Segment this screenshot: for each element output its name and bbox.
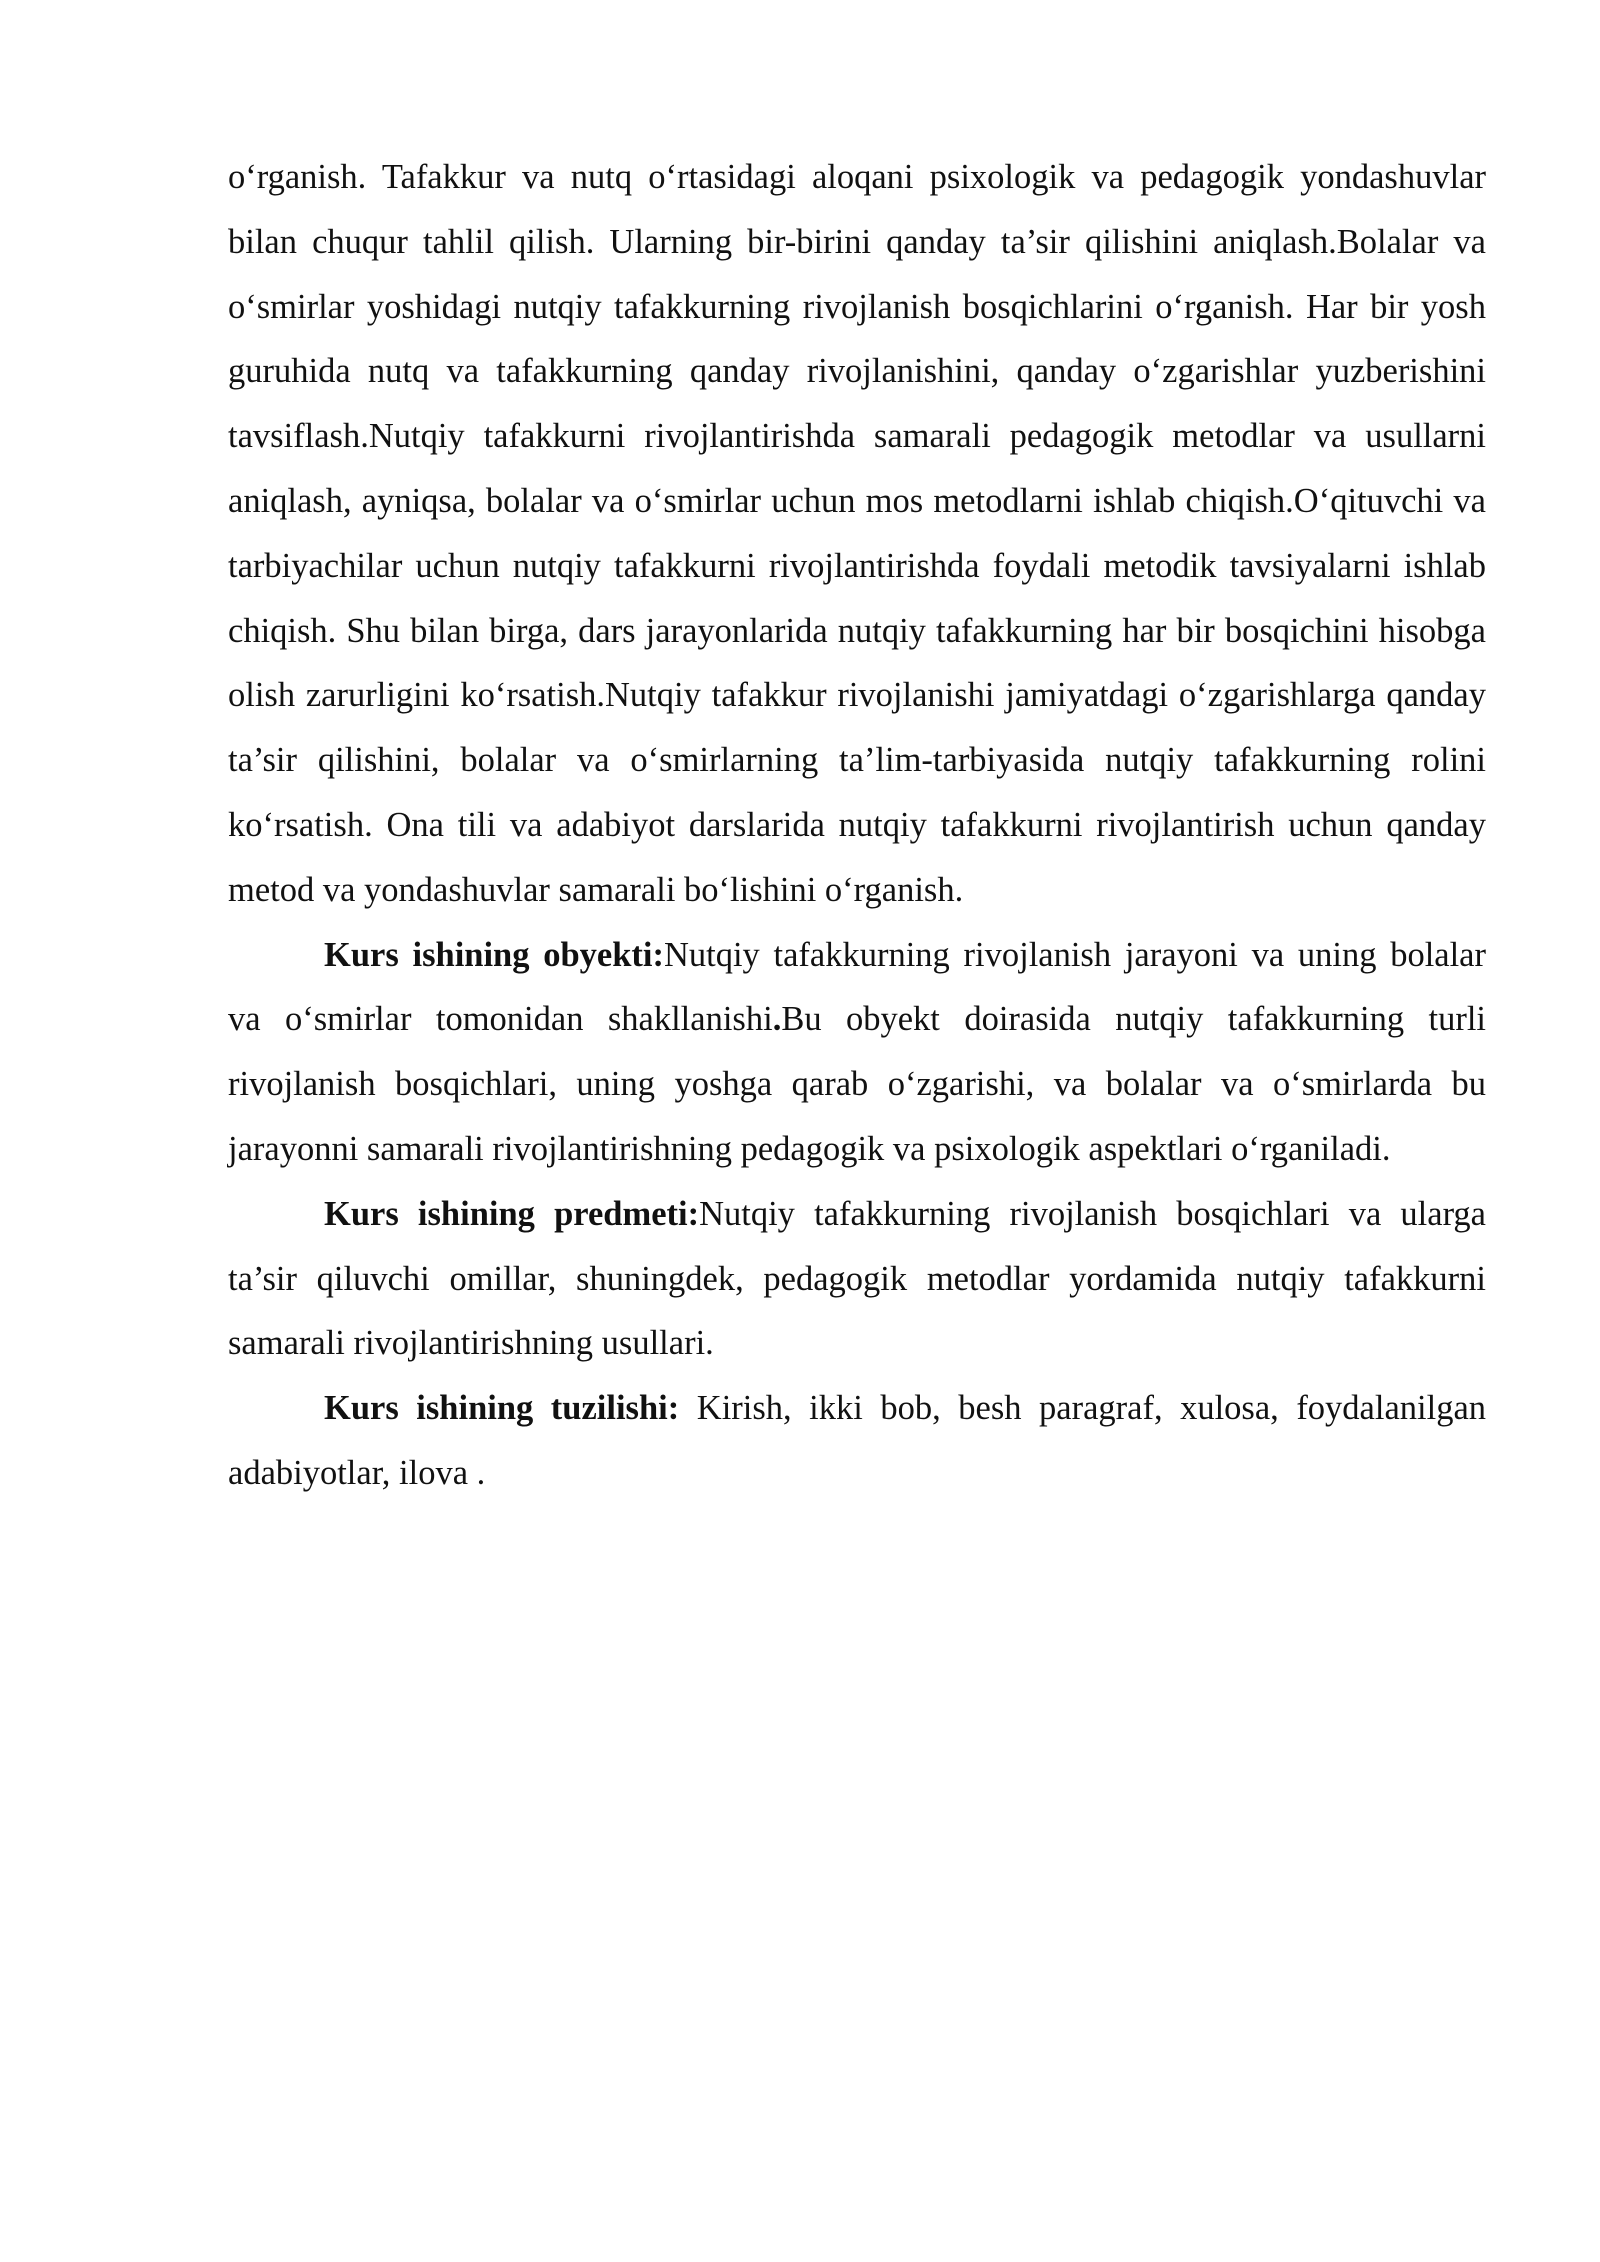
structure-text: Kirish, ikki bob, besh paragraf, xulosa, foydalanilgan adabiyotlar, ilova . (228, 1389, 1487, 1492)
structure-label: Kurs ishining tuzilishi: (324, 1389, 680, 1428)
subject-text: Nutqiy tafakkurning rivojlanish bosqichlari va ularga ta’sir qiluvchi omillar, shuningdek, pedagogik metodlar yordamida nutqiy tafakkurni samarali rivojlantirishning usullari. (228, 1194, 1486, 1363)
subject-paragraph (228, 1182, 1486, 1376)
object-text-b: Bu obyekt doirasida nutqiy tafakkurning turli rivojlanish bosqichlari, uning yoshga qarab o‘zgarishi, va bolalar va o‘smirlarda bu jarayonni samarali rivojlantirishning pedagogik va psixologik aspektlari o‘rganiladi. (228, 1000, 1486, 1168)
object-text-a: Nutqiy tafakkurning rivojlanish jarayoni va uning bolalar va o‘smirlar tomonidan shakllanishi (228, 935, 1486, 1039)
object-paragraph (228, 923, 1486, 1182)
object-label: Kurs ishining obyekti: (324, 935, 664, 974)
subject-label: Kurs ishining predmeti: (324, 1194, 700, 1233)
structure-paragraph (228, 1376, 1486, 1506)
intro-paragraph: o‘rganish. Tafakkur va nutq o‘rtasidagi aloqani psixologik va pedagogik yondashuvlar bilan chuqur tahlil qilish. Ularning bir-birini qanday ta’sir qilishini aniqlash.Bolalar va o‘smirlar yoshidagi nutqiy tafakkurning rivojlanish bosqichlarini o‘rganish. Har bir yosh guruhida nutq va tafakkurning qanday rivojlanishini, qanday o‘zgarishlar yuzberishini tavsiflash.Nutqiy tafakkurni rivojlantirishda samarali pedagogik metodlar va usullarni aniqlash, ayniqsa, bolalar va o‘smirlar uchun mos metodlarni ishlab chiqish.O‘qituvchi va tarbiyachilar uchun nutqiy tafakkurni rivojlantirishda foydali metodik tavsiyalarni ishlab chiqish. Shu bilan birga, dars jarayonlarida nutqiy tafakkurning har bir bosqichini hisobga olish zarurligini ko‘rsatish.Nutqiy tafakkur rivojlanishi jamiyatdagi o‘zgarishlarga qanday ta’sir qilishini, bolalar va o‘smirlarning ta’lim-tarbiyasida nutqiy tafakkurning rolini ko‘rsatish. Ona tili va adabiyot darslarida nutqiy tafakkurni rivojlantirish uchun qanday metod va yondashuvlar samarali bo‘lishini o‘rganish. (228, 158, 1486, 909)
object-bold-dot: . (772, 1000, 782, 1039)
document-page (228, 145, 1486, 1506)
